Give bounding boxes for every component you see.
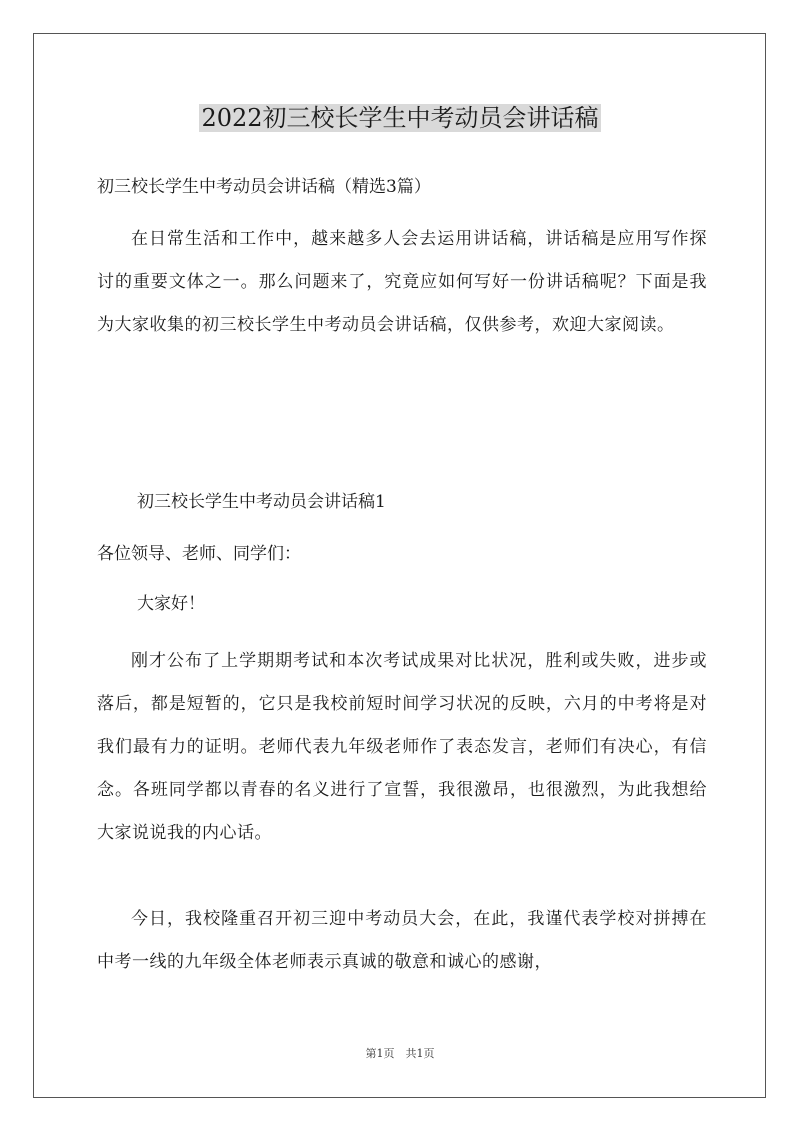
salutation: 各位领导、老师、同学们： — [97, 544, 301, 564]
section-heading: 初三校长学生中考动员会讲话稿1 — [137, 492, 386, 512]
document-title — [0, 98, 800, 138]
body-paragraph-2: 今日，我校隆重召开初三迎中考动员大会，在此，我谨代表学校对拼搏在中考一线的九年级全体老师表示真诚的敬意和诚心的感谢， — [97, 909, 707, 972]
page-footer: 第1页 共1页 — [365, 1047, 435, 1060]
document-title-text: 2022初三校长学生中考动员会讲话稿 — [201, 104, 599, 132]
greeting: 大家好！ — [137, 594, 205, 614]
document-subtitle: 初三校长学生中考动员会讲话稿（精选3篇） — [97, 177, 431, 197]
body-paragraph-1: 刚才公布了上学期期考试和本次考试成果对比状况，胜利或失败，进步或落后，都是短暂的，它只是我校前短时间学习状况的反映，六月的中考将是对我们最有力的证明。老师代表九年级老师作了表态发言，老师们有决心，有信念。各班同学都以青春的名义进行了宣誓，我很激昂，也很激烈，为此我想给大家说说我的内心话。 — [97, 651, 707, 843]
intro-paragraph: 在日常生活和工作中，越来越多人会去运用讲话稿，讲话稿是应用写作探讨的重要文体之一。那么问题来了，究竟应如何写好一份讲话稿呢？下面是我为大家收集的初三校长学生中考动员会讲话稿，仅供参考，欢迎大家阅读。 — [97, 229, 707, 335]
